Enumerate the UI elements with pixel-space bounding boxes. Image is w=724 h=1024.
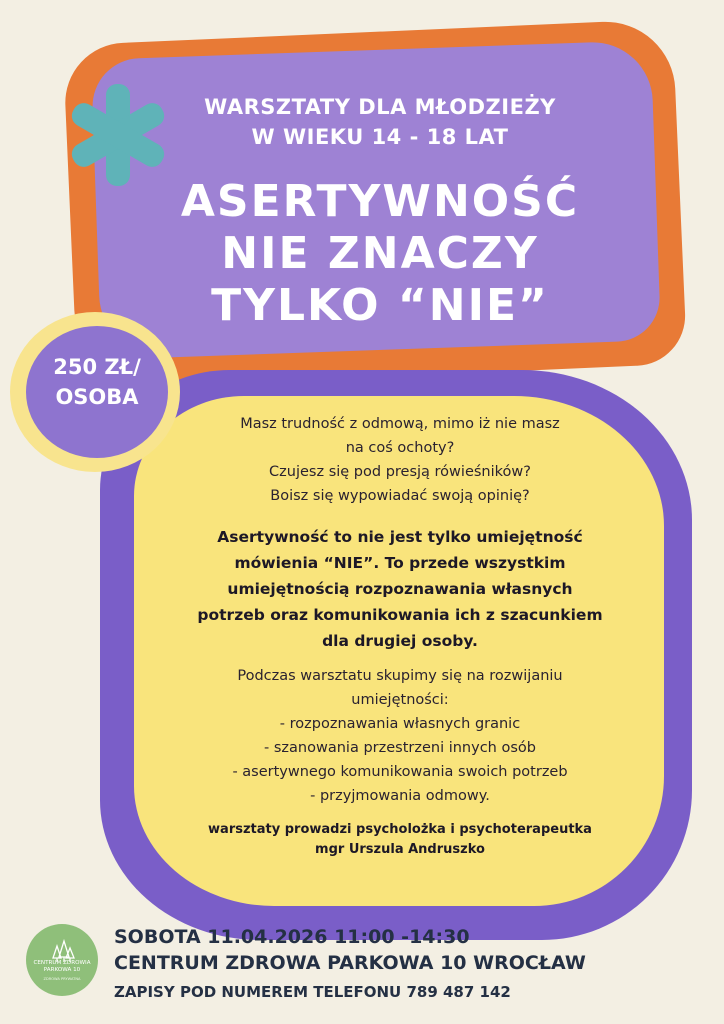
assertiveness-definition — [180, 524, 620, 654]
skills-item: - asertywnego komunikowania swoich potrzeb — [232, 764, 568, 780]
title-line: TYLKO “NIE” — [211, 280, 549, 331]
price-line: 250 ZŁ/ — [53, 355, 141, 379]
intro-line: Czujesz się pod presją rówieśników? — [269, 464, 531, 480]
subtitle-line: W WIEKU 14 - 18 LAT — [251, 125, 509, 149]
event-date: SOBOTA 11.04.2026 11:00 -14:30 — [114, 926, 470, 948]
title-line: NIE ZNACZY — [221, 228, 539, 279]
skills-line: Podczas warsztatu skupimy się na rozwijaniu — [237, 668, 563, 684]
intro-line: na coś ochoty? — [345, 440, 455, 456]
subtitle-line: WARSZTATY DLA MŁODZIEŻY — [204, 95, 556, 119]
logo-name — [26, 960, 98, 974]
leader-name: mgr Urszula Andruszko — [315, 842, 485, 857]
title-line: ASERTYWNOŚĆ — [180, 176, 580, 227]
workshop-subtitle — [120, 92, 640, 152]
skills-list — [180, 664, 620, 808]
workshop-leader — [180, 820, 620, 860]
logo-tagline: ZDROWA PRYWATNA — [43, 977, 81, 981]
logo-name-line: CENTRUM ZDROWIA — [33, 960, 91, 966]
skills-item: - rozpoznawania własnych granic — [279, 716, 521, 732]
event-place: CENTRUM ZDROWA PARKOWA 10 WROCŁAW — [114, 952, 586, 974]
price-label — [26, 352, 168, 412]
skills-item: - szanowania przestrzeni innych osób — [264, 740, 536, 756]
workshop-title — [110, 176, 650, 332]
logo-name-line: PARKOWA 10 — [43, 967, 81, 973]
definition-line: dla drugiej osoby. — [322, 632, 478, 650]
intro-line: Masz trudność z odmową, mimo iż nie masz — [240, 416, 560, 432]
leader-line: warsztaty prowadzi psycholożka i psychoterapeutka — [208, 822, 592, 837]
skills-line: umiejętności: — [351, 692, 449, 708]
definition-line: potrzeb oraz komunikowania ich z szacunkiem — [197, 606, 603, 624]
intro-line: Boisz się wypowiadać swoją opinię? — [270, 488, 530, 504]
price-line: OSOBA — [55, 385, 139, 409]
skills-item: - przyjmowania odmowy. — [310, 788, 490, 804]
definition-line: umiejętnością rozpoznawania własnych — [227, 580, 573, 598]
intro-questions — [180, 412, 620, 508]
signup-phone: ZAPISY POD NUMEREM TELEFONU 789 487 142 — [114, 983, 511, 1001]
definition-line: mówienia “NIE”. To przede wszystkim — [234, 554, 566, 572]
definition-line: Asertywność to nie jest tylko umiejętność — [217, 528, 583, 546]
